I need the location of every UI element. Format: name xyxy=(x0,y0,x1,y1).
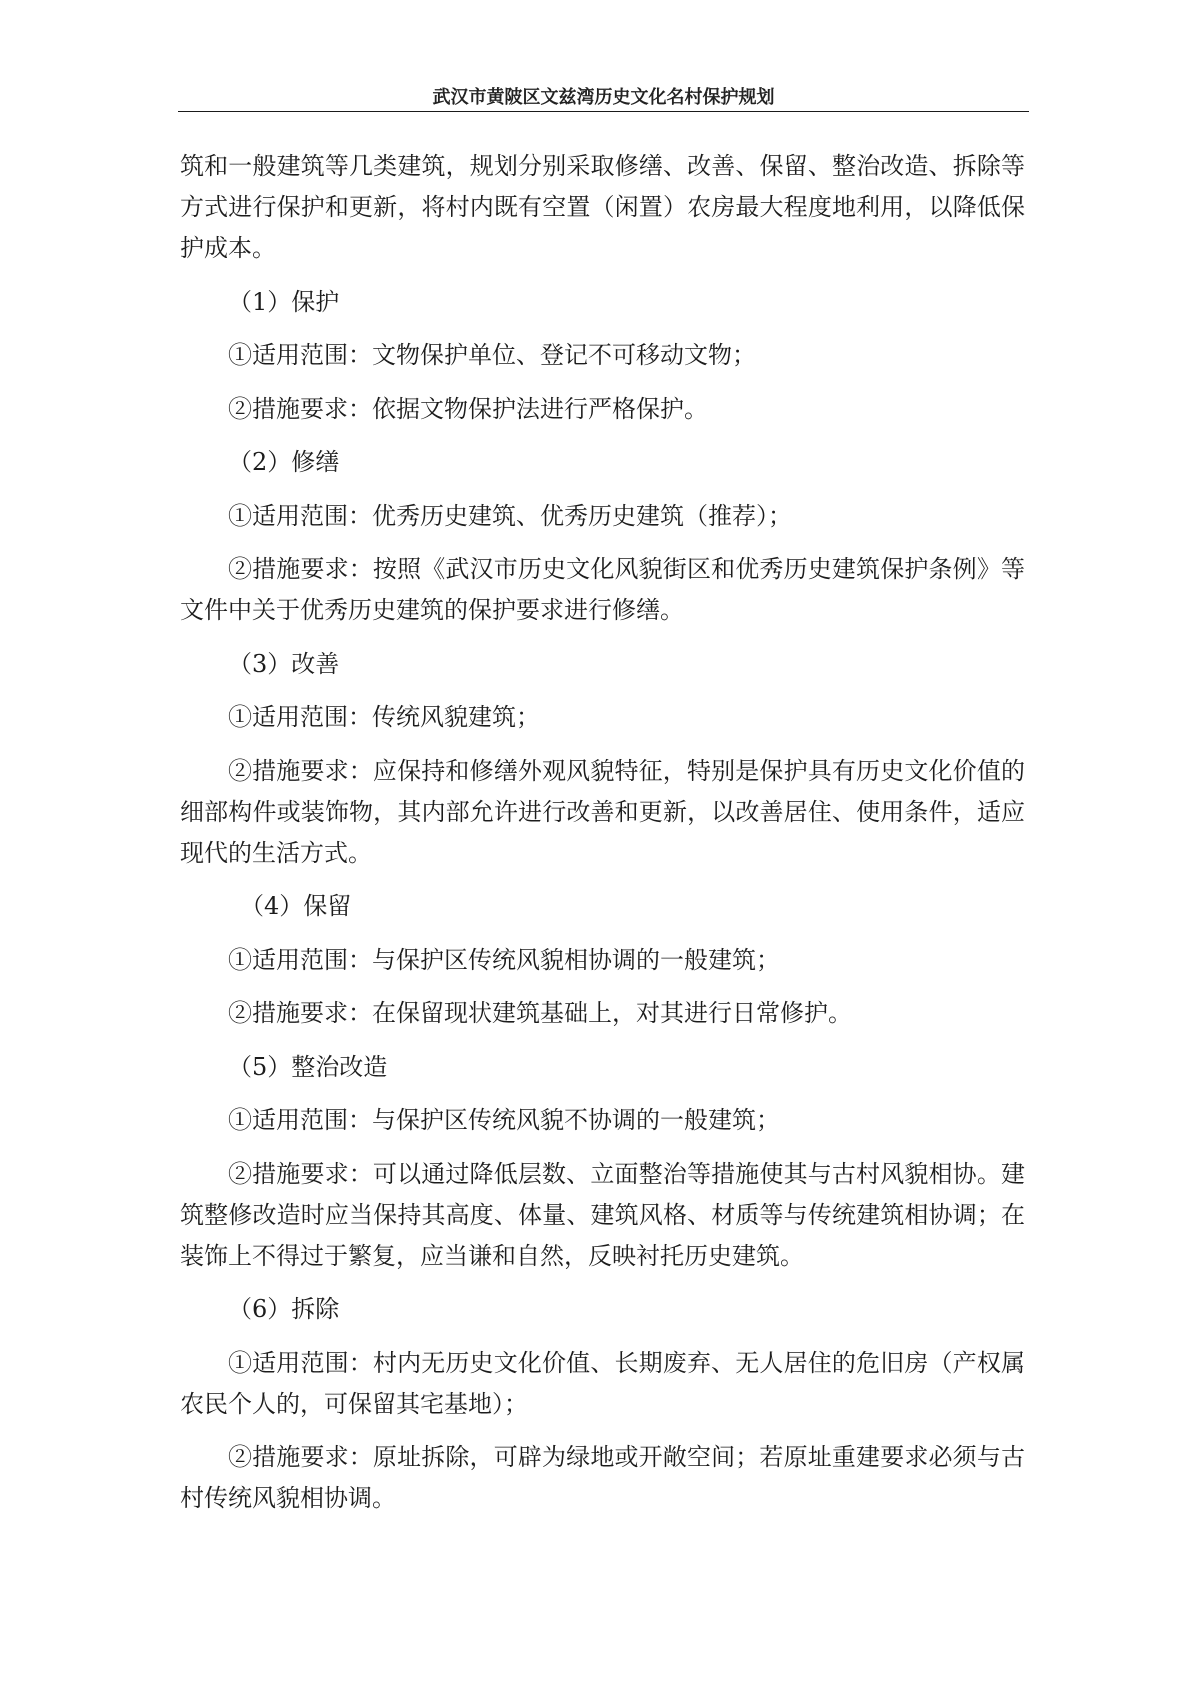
text-line: 筑和一般建筑等几类建筑，规划分别采取修缮、改善、保留、整治改造、拆除等 xyxy=(180,152,1025,180)
text-line: ①适用范围：优秀历史建筑、优秀历史建筑（推荐）； xyxy=(228,501,792,530)
measures-paragraph xyxy=(180,1437,1025,1519)
measures-paragraph xyxy=(180,751,1025,874)
text-line: 筑整修改造时应当保持其高度、体量、建筑风格、材质等与传统建筑相协调；在 xyxy=(180,1200,1025,1229)
text-line: 细部构件或装饰物，其内部允许进行改善和更新，以改善居住、使用条件，适应 xyxy=(180,797,1025,826)
text-line: ①适用范围：村内无历史文化价值、长期废弃、无人居住的危旧房（产权属 xyxy=(228,1348,1025,1377)
text-line: ②措施要求：按照《武汉市历史文化风貌街区和优秀历史建筑保护条例》等 xyxy=(228,555,1025,583)
text-line: ①适用范围：传统风貌建筑； xyxy=(228,703,540,731)
text-line: ①适用范围：文物保护单位、登记不可移动文物； xyxy=(228,341,756,369)
section-heading-text: （3）改善 xyxy=(228,649,340,678)
text-line: ②措施要求：可以通过降低层数、立面整治等措施使其与古村风貌相协。建 xyxy=(228,1159,1025,1188)
text-line: 农民个人的，可保留其宅基地）； xyxy=(180,1389,528,1418)
section-heading-text: （6）拆除 xyxy=(228,1295,340,1323)
section-heading xyxy=(180,1289,1025,1330)
header-rule xyxy=(178,111,1029,112)
text-line: ②措施要求：依据文物保护法进行严格保护。 xyxy=(228,394,708,423)
measures-paragraph xyxy=(180,993,1025,1034)
section-heading-text: （2）修缮 xyxy=(228,448,340,476)
measures-paragraph xyxy=(180,389,1025,430)
running-header-title: 武汉市黄陂区文兹湾历史文化名村保护规划 xyxy=(432,87,775,108)
text-line: 村传统风貌相协调。 xyxy=(180,1484,396,1512)
scope-paragraph xyxy=(180,1100,1025,1141)
intro-paragraph xyxy=(180,146,1025,269)
section-heading xyxy=(180,886,1025,927)
document-body xyxy=(180,146,1025,1519)
scope-paragraph xyxy=(180,697,1025,738)
section-heading xyxy=(180,1047,1025,1088)
text-line: ①适用范围：与保护区传统风貌相协调的一般建筑； xyxy=(228,945,780,974)
text-line: ①适用范围：与保护区传统风貌不协调的一般建筑； xyxy=(228,1106,780,1134)
scope-paragraph xyxy=(180,496,1025,537)
scope-paragraph xyxy=(180,1343,1025,1425)
text-line: 方式进行保护和更新，将村内既有空置（闲置）农房最大程度地利用，以降低保 xyxy=(180,193,1025,221)
section-heading xyxy=(180,644,1025,685)
section-heading xyxy=(180,282,1025,323)
scope-paragraph xyxy=(180,940,1025,981)
text-line: 护成本。 xyxy=(180,234,276,262)
section-heading-text: （1）保护 xyxy=(228,287,340,316)
measures-paragraph xyxy=(180,549,1025,631)
scope-paragraph xyxy=(180,335,1025,376)
text-line: 装饰上不得过于繁复，应当谦和自然，反映衬托历史建筑。 xyxy=(180,1241,804,1270)
section-heading-text: （5）整治改造 xyxy=(228,1052,388,1081)
text-line: ②措施要求：原址拆除，可辟为绿地或开敞空间；若原址重建要求必须与古 xyxy=(228,1443,1025,1471)
section-heading xyxy=(180,442,1025,483)
text-line: 现代的生活方式。 xyxy=(180,838,372,867)
text-line: ②措施要求：应保持和修缮外观风貌特征，特别是保护具有历史文化价值的 xyxy=(228,756,1025,785)
text-line: ②措施要求：在保留现状建筑基础上，对其进行日常修护。 xyxy=(228,999,852,1027)
text-line: 文件中关于优秀历史建筑的保护要求进行修缮。 xyxy=(180,596,684,624)
measures-paragraph xyxy=(180,1154,1025,1277)
section-heading-text: （4）保留 xyxy=(240,892,352,920)
